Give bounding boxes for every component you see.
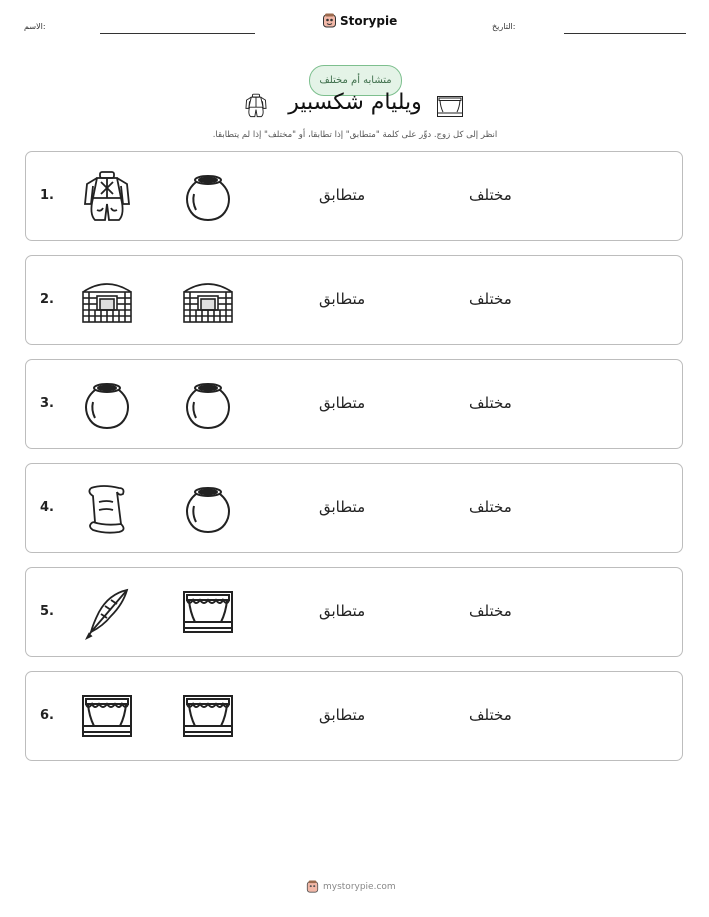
different-option[interactable]: مختلف [469, 394, 512, 412]
globe-theatre-icon [79, 274, 135, 330]
pot-icon [180, 378, 236, 434]
doublet-costume-icon [244, 93, 268, 119]
instructions-text: انظر إلى كل زوج. دوِّر على كلمة "متطابق" إذا تطابقا، أو "مختلف" إذا لم يتطابقا. [212, 130, 498, 140]
same-option[interactable]: متطابق [319, 706, 366, 724]
quill-icon [79, 586, 135, 642]
doublet-costume-icon [79, 170, 135, 226]
stage-icon [180, 690, 236, 746]
different-option[interactable]: مختلف [469, 706, 512, 724]
pair-row-4 [25, 463, 683, 553]
same-option[interactable]: متطابق [319, 186, 366, 204]
same-option[interactable]: متطابق [319, 602, 366, 620]
different-option[interactable]: مختلف [469, 290, 512, 308]
footer-url[interactable]: mystorypie.com [323, 882, 396, 892]
row-number: 6. [40, 708, 54, 723]
footer [306, 880, 396, 894]
stage-icon [180, 586, 236, 642]
storypie-mascot-icon [306, 880, 319, 894]
stage-icon [436, 95, 464, 119]
date-line[interactable] [564, 33, 686, 34]
row-number: 3. [40, 396, 54, 411]
same-option[interactable]: متطابق [319, 394, 366, 412]
row-number: 5. [40, 604, 54, 619]
pair-row-6 [25, 671, 683, 761]
pot-icon [180, 170, 236, 226]
pair-row-1 [25, 151, 683, 241]
row-number: 2. [40, 292, 54, 307]
storypie-mascot-icon [322, 13, 337, 29]
brand-name: Storypie [340, 14, 398, 28]
stage-icon [79, 690, 135, 746]
pot-icon [79, 378, 135, 434]
different-option[interactable]: مختلف [469, 602, 512, 620]
globe-theatre-icon [180, 274, 236, 330]
pot-icon [180, 482, 236, 538]
row-number: 1. [40, 188, 54, 203]
name-line[interactable] [100, 33, 255, 34]
row-number: 4. [40, 500, 54, 515]
date-label: التاريخ: [492, 22, 516, 31]
same-option[interactable]: متطابق [319, 498, 366, 516]
pair-row-3 [25, 359, 683, 449]
pair-row-5 [25, 567, 683, 657]
different-option[interactable]: مختلف [469, 186, 512, 204]
scroll-icon [79, 482, 135, 538]
worksheet-title: ويليام شكسبير [288, 90, 422, 115]
brand-logo [322, 13, 397, 29]
name-label: الاسم: [24, 22, 46, 31]
pair-row-2 [25, 255, 683, 345]
same-option[interactable]: متطابق [319, 290, 366, 308]
worksheet-type-badge: متشابه أم مختلف [309, 65, 402, 96]
different-option[interactable]: مختلف [469, 498, 512, 516]
